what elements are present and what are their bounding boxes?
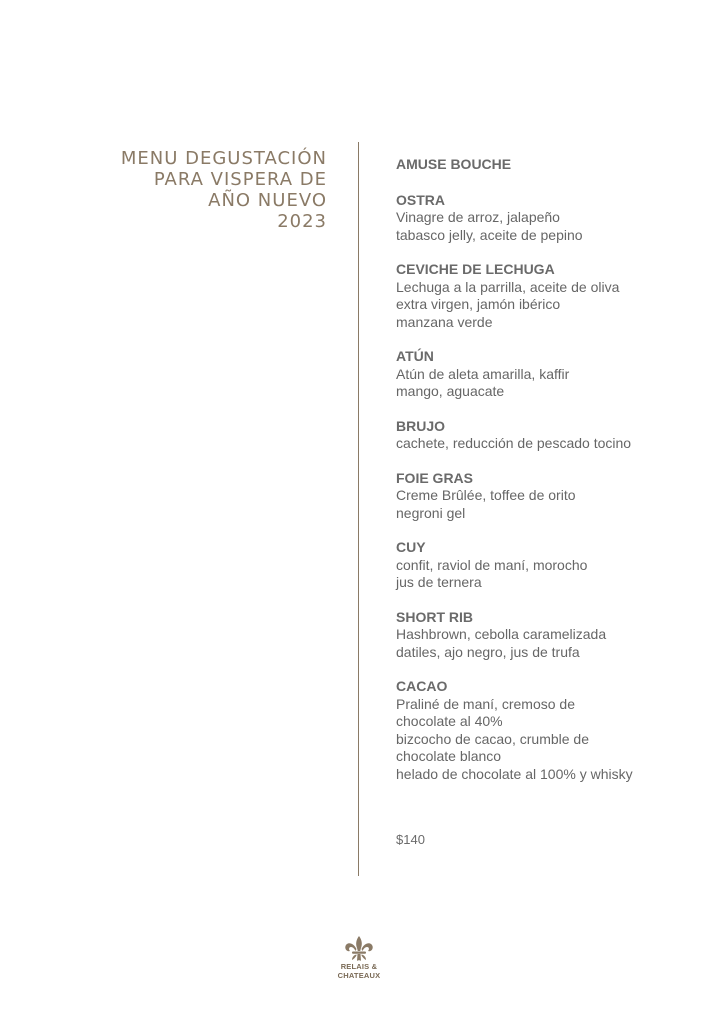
menu-list (396, 156, 696, 800)
course (396, 192, 696, 245)
course-name: CACAO (396, 678, 448, 694)
course (396, 470, 696, 523)
relais-chateaux-logo (328, 935, 390, 980)
title-line: PARA VISPERA DE (153, 169, 327, 190)
course (396, 348, 696, 401)
course-name: OSTRA (396, 191, 445, 208)
course-line: negroni gel (396, 504, 466, 521)
course-line: Creme Brûlée, toffee de orito (396, 487, 576, 503)
menu-title (67, 148, 327, 232)
title-line: MENU DEGUSTACIÓN (120, 148, 327, 169)
course (396, 261, 696, 331)
course-name: FOIE GRAS (396, 469, 474, 486)
course-line: mango, aguacate (396, 383, 505, 399)
title-line: AÑO NUEVO (208, 190, 327, 211)
course-line: jus de ternera (396, 574, 482, 590)
course-name: ATÚN (396, 348, 434, 364)
course (396, 539, 696, 592)
course-line: datiles, ajo negro, jus de trufa (396, 643, 580, 660)
logo-text-line1: RELAIS & (340, 962, 378, 971)
course-line: Hashbrown, cebolla caramelizada (396, 626, 607, 642)
course-line: Lechuga a la parrilla, aceite de oliva (396, 278, 620, 295)
title-line: 2023 (277, 211, 327, 232)
price: $140 (396, 832, 425, 847)
course-line: Praliné de maní, cremoso de (396, 695, 575, 712)
course-line: helado de chocolate al 100% y whisky (396, 765, 633, 782)
logo-text-line2: CHATEAUX (337, 970, 381, 980)
course-line: extra virgen, jamón ibérico (396, 296, 561, 312)
course-name: BRUJO (396, 417, 446, 434)
course-line: cachete, reducción de pescado tocino (396, 435, 632, 451)
course-name: SHORT RIB (396, 608, 473, 625)
course-line: Vinagre de arroz, jalapeño (396, 209, 560, 225)
course (396, 678, 696, 783)
course-line: chocolate al 40% (396, 713, 503, 729)
course-line: Atún de aleta amarilla, kaffir (396, 365, 570, 382)
course-name: CUY (396, 539, 426, 555)
course-line: chocolate blanco (396, 748, 502, 764)
course (396, 609, 696, 662)
course-line: confit, raviol de maní, morocho (396, 556, 588, 573)
fleur-de-lis-icon (342, 935, 376, 963)
course-line: tabasco jelly, aceite de pepino (396, 226, 583, 243)
vertical-divider (358, 142, 359, 876)
course-line: bizcocho de cacao, crumble de (396, 730, 589, 747)
course-name: CEVICHE DE LECHUGA (396, 261, 555, 277)
course-line: manzana verde (396, 313, 493, 330)
amuse-bouche: AMUSE BOUCHE (396, 156, 512, 172)
course (396, 418, 696, 453)
